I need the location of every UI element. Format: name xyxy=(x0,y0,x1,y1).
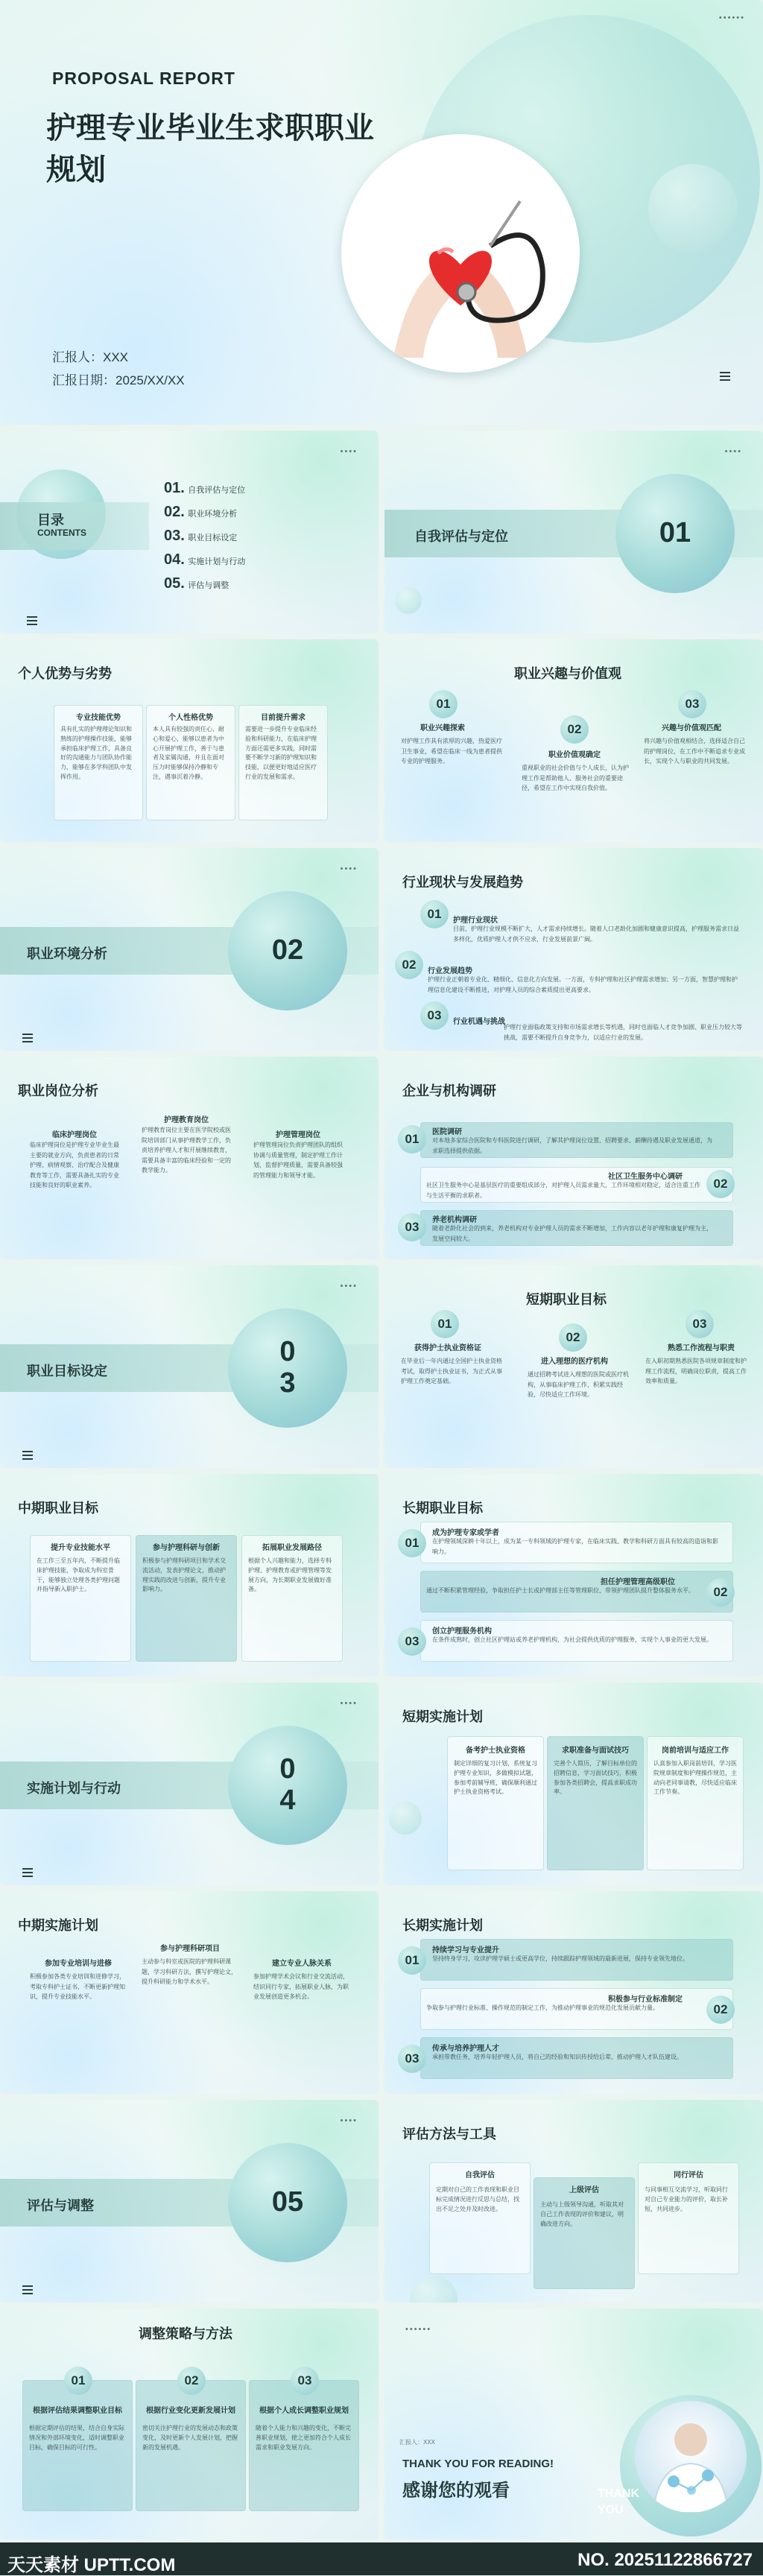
item-head: 根据评估结果调整职业目标 xyxy=(33,2407,122,2415)
adjust-slide xyxy=(0,2308,379,2539)
item-head: 担任护理管理高级职位 xyxy=(601,1578,675,1586)
slide-title: 长期职业目标 xyxy=(402,1501,483,1516)
item-number: 01 xyxy=(431,1310,459,1338)
cover-menu-icon xyxy=(720,370,730,383)
card-body: 认真参加入职岗前培训，学习医院规章制度和护理操作规范，主动向老同事请教，尽快适应临床工作节奏。 xyxy=(653,1760,737,1796)
slide-title: 个人优势与劣势 xyxy=(18,666,112,681)
thanks-photo-frame xyxy=(635,2401,747,2513)
item-head: 创立护理服务机构 xyxy=(432,1627,492,1636)
section-dots: •••• xyxy=(340,1699,358,1708)
card-body: 与同事相互交流学习，听取同行对自己专业能力的评价，取长补短，共同进步。 xyxy=(645,2186,728,2212)
card-head: 参与护理科研与创新 xyxy=(153,1544,220,1552)
toc-item-text: 职业环境分析 xyxy=(188,510,238,519)
toc-item[interactable] xyxy=(164,575,245,599)
section-dots: •••• xyxy=(340,864,358,873)
item-head: 传承与培养护理人才 xyxy=(432,2045,499,2053)
advantage-card xyxy=(54,705,143,820)
item-head: 进入理想的医疗机构 xyxy=(541,1358,608,1366)
slide-decor-circle xyxy=(389,1802,422,1835)
slide-decor-circle xyxy=(410,2276,458,2303)
thanks-dots: •••••• xyxy=(405,2325,432,2334)
adjust-card xyxy=(22,2380,133,2511)
item-head: 职业价值观确定 xyxy=(548,751,601,759)
section-dots: •••• xyxy=(340,1282,358,1291)
item-number: 02 xyxy=(706,1996,735,2024)
toc-item[interactable] xyxy=(164,551,245,575)
toc-band xyxy=(0,502,149,550)
toc-item-num: 03. xyxy=(164,528,185,544)
slide-title: 调整策略与方法 xyxy=(139,2326,232,2341)
item-number: 01 xyxy=(64,2367,92,2395)
card-head: 目前提升需求 xyxy=(261,714,305,722)
item-head: 兴趣与价值观匹配 xyxy=(662,724,721,732)
section-number: 01 xyxy=(615,474,735,593)
item-head: 社区卫生服务中心调研 xyxy=(608,1173,683,1181)
post-head: 临床护理岗位 xyxy=(52,1131,97,1139)
card-body: 主动与上级领导沟通，听取其对自己工作表现的评价和建议，明确改进方向。 xyxy=(540,2201,624,2227)
watermark-bar xyxy=(0,2542,763,2575)
section-title: 职业环境分析 xyxy=(27,946,107,961)
item-body: 在入职初期熟悉医院各项规章制度和护理工作流程，明确岗位职责，提高工作效率和质量。 xyxy=(645,1358,747,1385)
item-head: 熟悉工作流程与职责 xyxy=(668,1344,735,1352)
cover-dots: •••••• xyxy=(718,13,745,22)
card-body: 密切关注护理行业的发展动态和政策变化，及时更新个人发展计划，把握新的发展机遇。 xyxy=(142,2425,238,2451)
item-body: 承担带教任务，培养年轻护理人员，将自己的经验和知识传授给后辈，推动护理人才队伍建设。 xyxy=(432,2054,683,2060)
thanks-slide xyxy=(384,2308,763,2539)
item-number: 02 xyxy=(706,1170,735,1198)
thanks-overlay: THANK YOU xyxy=(598,2487,639,2517)
item-number: 03 xyxy=(420,1001,449,1030)
item-body: 通过招聘考试进入理想的医院或医疗机构，从事临床护理工作，积累实践经验，尽快适应工作环境。 xyxy=(528,1371,629,1399)
card-head: 求职准备与面试技巧 xyxy=(562,1747,629,1755)
watermark-left: 天天素材 UPTT.COM xyxy=(7,2555,176,2575)
cover-title-line2: 规划 xyxy=(46,154,106,186)
item-head: 积极参与行业标准制定 xyxy=(608,1996,683,2004)
adjust-card xyxy=(249,2380,359,2511)
section-menu-icon xyxy=(22,1449,33,1462)
toc-item-text: 自我评估与定位 xyxy=(188,486,246,495)
item-number: 03 xyxy=(398,1213,426,1241)
toc-item-num: 05. xyxy=(164,575,185,592)
section-04-slide xyxy=(0,1683,379,1885)
cover-eyebrow: PROPOSAL REPORT xyxy=(52,69,235,88)
item-body: 在条件成熟时，创立社区护理站或养老护理机构，为社会提供优质的护理服务，实现个人事业的更大发展。 xyxy=(432,1636,712,1643)
section-dots: •••• xyxy=(340,2116,358,2125)
trend-slide xyxy=(384,848,763,1051)
post-head: 护理管理岗位 xyxy=(276,1131,320,1139)
cover-reporter: 汇报人：XXX xyxy=(52,350,129,364)
post-head: 护理教育岗位 xyxy=(164,1116,209,1124)
adjust-card xyxy=(136,2380,246,2511)
plan-body: 积极参加各类专业培训和进修学习，考取专科护士证书，不断更新护理知识，提升专业技能水平。 xyxy=(30,1973,125,2001)
slide-title: 评估方法与工具 xyxy=(402,2127,496,2142)
item-head: 护理行业现状 xyxy=(453,917,498,925)
post-body: 护理管理岗位负责护理团队的组织协调与质量管理，制定护理工作计划，监督护理质量，需要具备较强的管理能力和领导才能。 xyxy=(253,1142,343,1179)
item-body: 社区卫生服务中心是基层医疗的重要组成部分，对护理人员需求量大，工作环境相对稳定，适合注重工作与生活平衡的求职者。 xyxy=(426,1182,700,1199)
thanks-reporter: 汇报人：XXX xyxy=(399,2439,436,2446)
toc-item-num: 04. xyxy=(164,551,185,568)
toc-item-text: 实施计划与行动 xyxy=(188,557,246,566)
toc-item-num: 01. xyxy=(164,480,185,496)
advantages-slide xyxy=(0,639,379,842)
card-head: 专业技能优势 xyxy=(76,714,121,722)
item-body: 重视职业的社会价值与个人成长，认为护理工作是帮助他人、服务社会的重要途径，希望在工作中实现自我价值。 xyxy=(522,765,629,792)
section-dots: •••• xyxy=(724,447,742,456)
slide-title: 企业与机构调研 xyxy=(402,1083,496,1098)
section-menu-icon xyxy=(22,2283,33,2297)
item-body: 将兴趣与价值观相结合，选择适合自己的护理岗位，在工作中不断追求专业成长，实现个人与职业的共同发展。 xyxy=(644,738,745,765)
item-number: 02 xyxy=(395,951,423,979)
slide-title: 短期实施计划 xyxy=(402,1709,483,1724)
cover-slide xyxy=(0,0,763,425)
advantage-card xyxy=(146,705,235,820)
card-body: 完善个人简历，了解目标单位的招聘信息，学习面试技巧，积极参加各类招聘会，提高求职成功率。 xyxy=(554,1760,637,1796)
item-number: 02 xyxy=(706,1578,735,1607)
card-head: 个人性格优势 xyxy=(168,714,213,722)
item-body: 坚持终身学习，攻读护理学硕士或更高学位，持续跟踪护理领域的最新进展，保持专业领先地位。 xyxy=(432,1955,688,1962)
plan-card xyxy=(647,1736,744,1870)
toc-label-en: CONTENTS xyxy=(37,528,86,538)
plan-head: 参与护理科研项目 xyxy=(160,1945,220,1953)
item-number: 01 xyxy=(420,900,449,928)
section-03-slide xyxy=(0,1265,379,1468)
advantage-card xyxy=(238,705,328,820)
toc-dots: •••• xyxy=(340,447,358,456)
goal-card xyxy=(136,1535,237,1662)
section-number: 0 3 xyxy=(228,1308,347,1428)
watermark-right: NO. 20251122866727 xyxy=(577,2550,753,2570)
card-head: 上级评估 xyxy=(569,2186,599,2194)
card-body: 本人具有较强的责任心、耐心和爱心，能够以患者为中心开展护理工作，善于与患者及家属沟通，并且在面对压力时能够保持冷静和专注，遇事沉着冷静。 xyxy=(153,726,224,780)
toc-item-text: 职业目标设定 xyxy=(188,534,238,542)
section-menu-icon xyxy=(22,1031,33,1045)
slide-title: 职业岗位分析 xyxy=(18,1083,98,1098)
item-number: 01 xyxy=(398,1529,426,1557)
toc-item-text: 评估与调整 xyxy=(188,581,229,590)
card-head: 岗前培训与适应工作 xyxy=(662,1747,729,1755)
item-number: 03 xyxy=(686,1310,714,1338)
card-body: 定期对自己的工作表现和职业目标完成情况进行反思与总结，找出不足之处并及时改进。 xyxy=(436,2186,519,2212)
doctor-icon xyxy=(635,2401,747,2513)
card-body: 根据定期评估的结果，结合自身实际情况和外部环境变化，适时调整职业目标，确保目标的可行性。 xyxy=(29,2425,124,2451)
slide-title: 长期实施计划 xyxy=(402,1918,483,1933)
plan-card xyxy=(447,1736,544,1870)
cover-photo-frame xyxy=(341,134,580,373)
item-body: 在护理领域深耕十年以上，成为某一专科领域的护理专家，在临床实践、教学和科研方面具有较高的造诣和影响力。 xyxy=(432,1538,718,1555)
short-goals-slide xyxy=(384,1265,763,1468)
slide-title: 中期职业目标 xyxy=(18,1501,98,1516)
slide-title: 行业现状与发展趋势 xyxy=(402,875,523,890)
item-head: 养老机构调研 xyxy=(432,1216,477,1224)
item-number: 02 xyxy=(560,715,589,744)
evaluation-slide xyxy=(384,2100,763,2303)
short-plan-slide xyxy=(384,1683,763,1885)
item-body: 争取参与护理行业标准、操作规范的制定工作，为推动护理事业的规范化发展贡献力量。 xyxy=(426,2004,659,2011)
cover-decor-circle-small xyxy=(648,164,738,253)
plan-head: 参加专业培训与进修 xyxy=(45,1960,112,1968)
item-body: 目前，护理行业规模不断扩大，人才需求持续增长。随着人口老龄化加剧和健康意识提高，护理服务需求日益多样化，优质护理人才供不应求，行业发展前景广阔。 xyxy=(453,925,739,943)
item-number: 02 xyxy=(177,2367,206,2395)
card-head: 备考护士执业资格 xyxy=(466,1747,525,1755)
toc-item-num: 02. xyxy=(164,504,185,520)
item-head: 医院调研 xyxy=(432,1128,462,1136)
section-title: 实施计划与行动 xyxy=(27,1781,121,1796)
post-body: 护理教育岗位主要在医学院校或医院培训部门从事护理教学工作，负责培养护理人才和开展继续教育，需要具备丰富的临床经验和一定的教学能力。 xyxy=(142,1127,231,1174)
item-head: 职业兴趣探索 xyxy=(420,724,465,732)
section-02-slide xyxy=(0,848,379,1051)
item-head: 行业机遇与挑战 xyxy=(453,1018,505,1026)
item-head: 根据行业变化更新发展计划 xyxy=(146,2407,235,2415)
cover-date: 汇报日期：2025/XX/XX xyxy=(52,373,185,387)
item-body: 对本地多家综合医院和专科医院进行调研，了解其护理岗位设置、招聘要求、薪酬待遇及职业发展通道，为求职选择提供依据。 xyxy=(432,1137,712,1154)
item-body: 护理行业正朝着专业化、精细化、信息化方向发展。一方面，专科护理和社区护理需求增加；另一方面，智慧护理和护理信息化建设不断推进，对护理人员的综合素质提出更高要求。 xyxy=(428,976,738,993)
card-body: 在工作三至五年内，不断提升临床护理技能，争取成为科室骨干，能够独立处理各类护理问题并指导新入职护士。 xyxy=(37,1557,120,1593)
card-body: 制定详细的复习计划，系统复习护理专业知识，多做模拟试题，参加考前辅导班，确保顺利通过护士执业资格考试。 xyxy=(454,1760,537,1796)
item-head: 根据个人成长调整职业规划 xyxy=(259,2407,349,2415)
item-head: 成为护理专家或学者 xyxy=(432,1529,499,1537)
mid-plan-slide xyxy=(0,1891,379,2094)
item-number: 01 xyxy=(429,690,458,718)
cover-title-line1: 护理专业毕业生求职职业 xyxy=(46,112,374,145)
thanks-line1: THANK YOU FOR READING! xyxy=(402,2458,554,2470)
toc-item[interactable] xyxy=(164,504,245,528)
toc-list xyxy=(164,480,245,599)
card-body: 需要进一步提升专业临床经验和科研能力，在临床护理方面还需更多实践，同时需要不断学习新的护理知识和技能，以便更好地适应医疗行业的发展和需求。 xyxy=(245,726,317,780)
card-body: 积极参与护理科研项目和学术交流活动，发表护理论文，推动护理实践的改进与创新，提升专业影响力。 xyxy=(142,1557,226,1593)
toc-slide xyxy=(0,431,379,633)
company-slide xyxy=(384,1057,763,1259)
card-head: 自我评估 xyxy=(465,2171,495,2180)
toc-item[interactable] xyxy=(164,480,245,504)
section-title: 自我评估与定位 xyxy=(414,529,508,544)
section-number: 02 xyxy=(228,891,347,1010)
plan-card xyxy=(547,1736,644,1870)
post-body: 临床护理岗位是护理专业毕业生最主要的就业方向，负责患者的日常护理、病情观察、治疗配合及健康教育等工作，需要具备扎实的专业技能和良好的职业素养。 xyxy=(30,1142,119,1189)
item-head: 持续学习与专业提升 xyxy=(432,1946,499,1955)
item-number: 01 xyxy=(398,1125,426,1153)
section-01-slide xyxy=(384,431,763,633)
item-number: 02 xyxy=(559,1323,587,1352)
card-body: 具有扎实的护理理论知识和熟练的护理操作技能，能够承担临床护理工作，具备良好的沟通能力与团队协作能力，能够在多学科团队中发挥作用。 xyxy=(60,726,132,780)
long-goals-slide xyxy=(384,1474,763,1677)
goal-card xyxy=(241,1535,343,1662)
item-body: 对护理工作具有浓厚的兴趣，热爱医疗卫生事业，希望在临床一线为患者提供专业的护理服务。 xyxy=(401,738,502,765)
card-head: 同行评估 xyxy=(674,2171,703,2180)
item-body: 通过不断积累管理经验，争取担任护士长或护理部主任等管理职位，带领护理团队提升整体服务水平。 xyxy=(426,1587,694,1594)
item-body: 护理行业面临政策支持和市场需求增长等机遇，同时也面临人才竞争加剧、职业压力较大等挑战，需要不断提升自身竞争力，以适应行业的发展。 xyxy=(504,1024,742,1041)
item-head: 行业发展趋势 xyxy=(428,967,472,975)
plan-body: 主动参与科室或医院的护理科研课题，学习科研方法，撰写护理论文，提升科研能力和学术水平。 xyxy=(142,1958,237,1986)
section-title: 评估与调整 xyxy=(27,2198,94,2213)
toc-item[interactable] xyxy=(164,528,245,551)
mid-goals-slide xyxy=(0,1474,379,1677)
section-decor-circle xyxy=(395,587,422,614)
slide-title: 职业兴趣与价值观 xyxy=(514,666,621,681)
item-body: 随着老龄化社会的到来，养老机构对专业护理人员的需求不断增加，工作内容以老年护理和康复护理为主，发展空间较大。 xyxy=(432,1225,712,1242)
item-head: 获得护士执业资格证 xyxy=(414,1344,481,1352)
post-slide xyxy=(0,1057,379,1259)
plan-head: 建立专业人脉关系 xyxy=(272,1960,332,1968)
slide-title: 中期实施计划 xyxy=(18,1918,98,1933)
card-head: 提升专业技能水平 xyxy=(51,1544,110,1552)
section-menu-icon xyxy=(22,1866,33,1879)
card-body: 随着个人能力和兴趣的变化，不断完善职业规划，使之更加符合个人成长需求和职业发展方向。 xyxy=(256,2425,351,2451)
section-title: 职业目标设定 xyxy=(27,1364,107,1379)
item-body: 在毕业后一年内通过全国护士执业资格考试，取得护士执业证书，为正式从事护理工作奠定基础。 xyxy=(401,1358,502,1385)
card-body: 根据个人兴趣和能力，选择专科护理、护理教育或护理管理等发展方向，为长期职业发展做好准备。 xyxy=(248,1557,332,1593)
card-head: 拓展职业发展路径 xyxy=(262,1544,322,1552)
thanks-line2: 感谢您的观看 xyxy=(402,2481,510,2501)
slide-title: 短期职业目标 xyxy=(526,1292,607,1307)
item-number: 03 xyxy=(398,1627,426,1656)
long-plan-slide xyxy=(384,1891,763,2094)
section-number: 0 4 xyxy=(228,1726,347,1845)
item-number: 03 xyxy=(398,2045,426,2073)
section-number: 05 xyxy=(228,2143,347,2262)
item-number: 03 xyxy=(291,2367,319,2395)
hands-holding-heart-icon xyxy=(341,134,580,373)
section-05-slide xyxy=(0,2100,379,2303)
item-number: 01 xyxy=(398,1946,426,1975)
toc-menu-icon xyxy=(27,614,37,627)
goal-card xyxy=(30,1535,131,1662)
toc-label: 目录 xyxy=(37,513,64,528)
plan-body: 参加护理学术会议和行业交流活动，结识同行专家，拓展职业人脉，为职业发展创造更多机会。 xyxy=(253,1973,349,2001)
interests-slide xyxy=(384,639,763,842)
item-number: 03 xyxy=(678,690,706,718)
